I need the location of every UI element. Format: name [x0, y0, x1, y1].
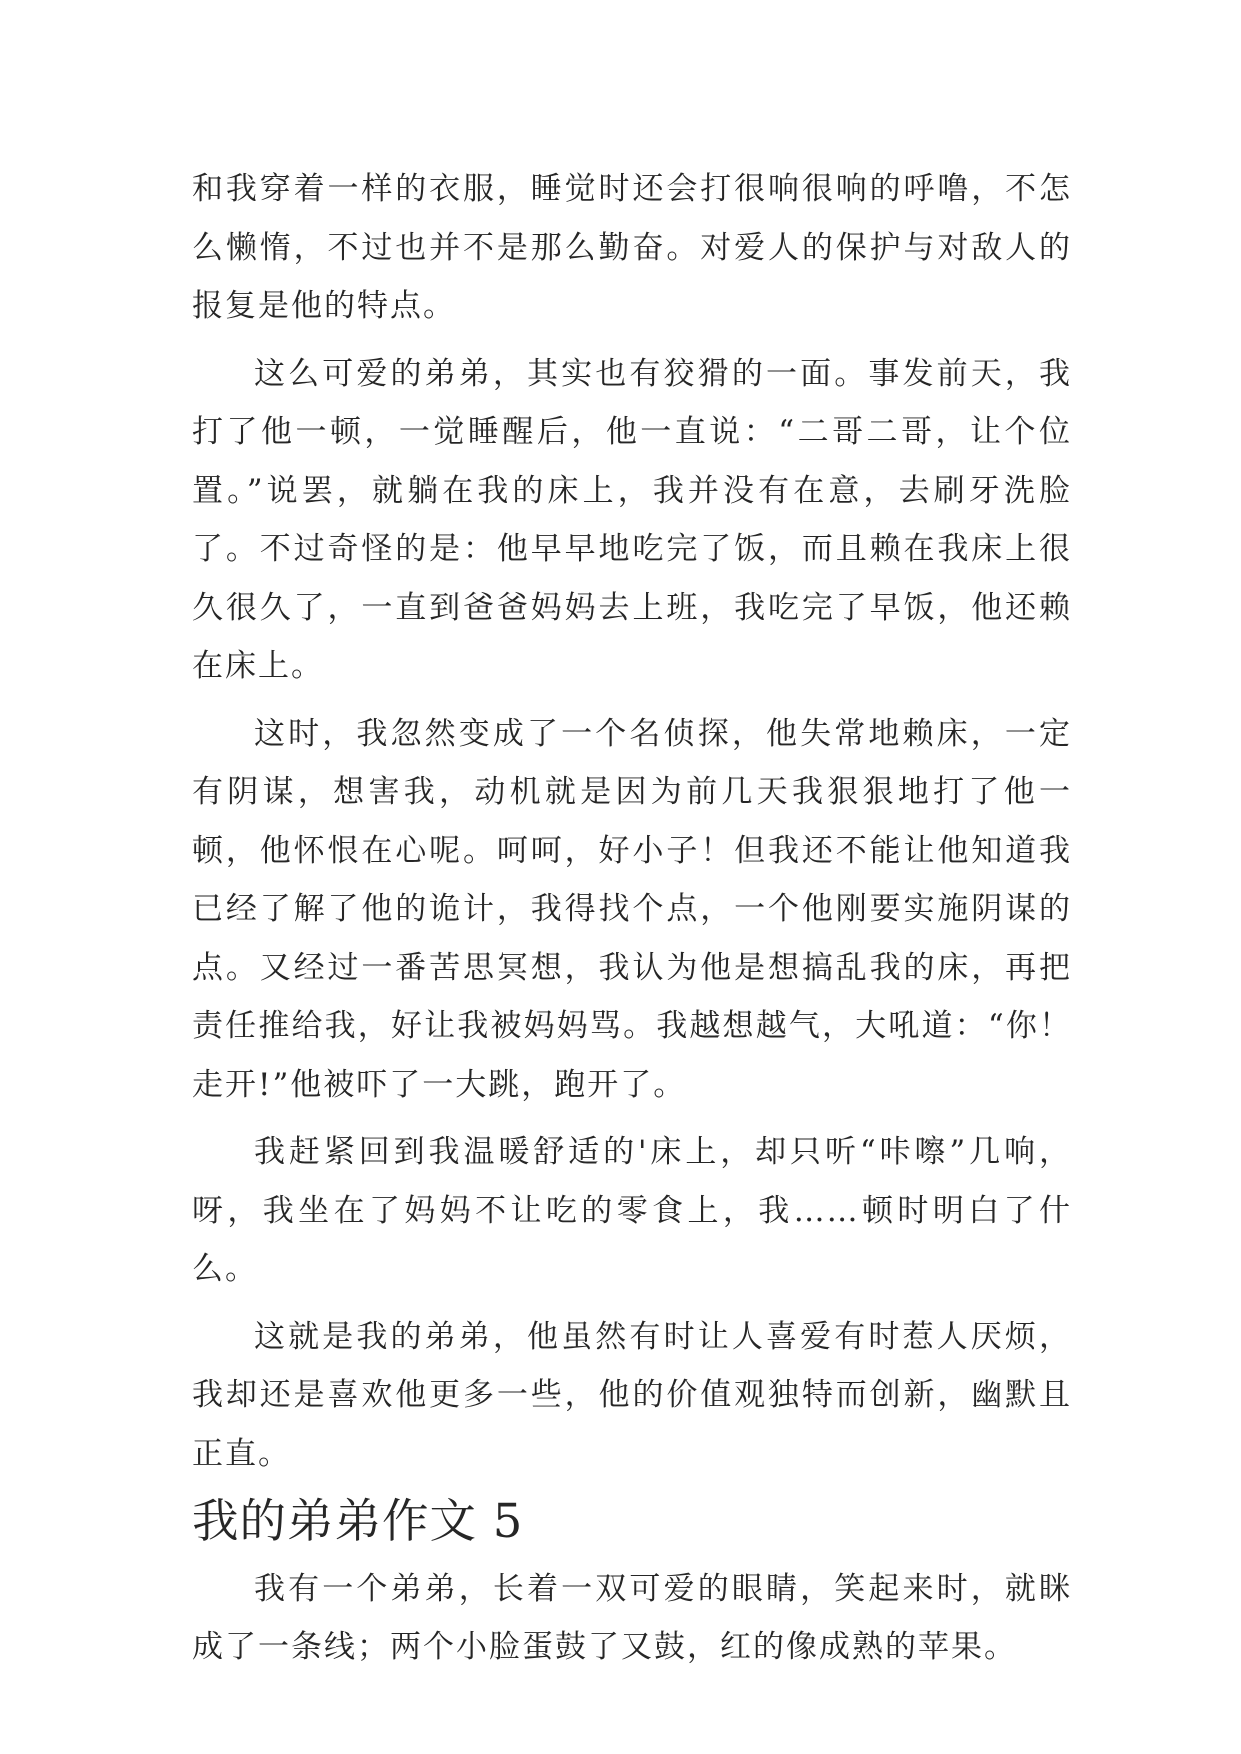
document-body: [192, 160, 1072, 1686]
paragraph-2: 这么可爱的弟弟，其实也有狡猾的一面。事发前天，我打了他一顿，一觉睡醒后，他一直说：“二哥二哥，让个位置。”说罢，就躺在我的床上，我并没有在意，去刷牙洗脸了。不过奇怪的是：他早早地吃完了饭，而且赖在我床上很久很久了，一直到爸爸妈妈去上班，我吃完了早饭，他还赖在床上。: [192, 355, 1072, 684]
paragraph-5: 这就是我的弟弟，他虽然有时让人喜爱有时惹人厌烦，我却还是喜欢他更多一些，他的价值观独特而创新，幽默且正直。: [192, 1318, 1072, 1472]
paragraph-6: 我有一个弟弟，长着一双可爱的眼睛，笑起来时，就眯成了一条线；两个小脸蛋鼓了又鼓，红的像成熟的苹果。: [192, 1570, 1072, 1665]
paragraph-3: 这时，我忽然变成了一个名侦探，他失常地赖床，一定有阴谋，想害我，动机就是因为前几天我狠狠地打了他一顿，他怀恨在心呢。呵呵，好小子！但我还不能让他知道我已经了解了他的诡计，我得找个点，一个他刚要实施阴谋的点。又经过一番苦思冥想，我认为他是想搞乱我的床，再把责任推给我，好让我被妈妈骂。我越想越气，大吼道：“你！走开!”他被吓了一大跳，跑开了。: [192, 715, 1072, 1103]
section-title: 我的弟弟作文 5: [192, 1494, 524, 1548]
paragraph-1: 和我穿着一样的衣服，睡觉时还会打很响很响的呼噜，不怎么懒惰，不过也并不是那么勤奋。对爱人的保护与对敌人的报复是他的特点。: [192, 171, 1072, 324]
paragraph-4: 我赶紧回到我温暖舒适的'床上，却只听“咔嚓”几响，呀，我坐在了妈妈不让吃的零食上，我……顿时明白了什么。: [192, 1134, 1072, 1287]
